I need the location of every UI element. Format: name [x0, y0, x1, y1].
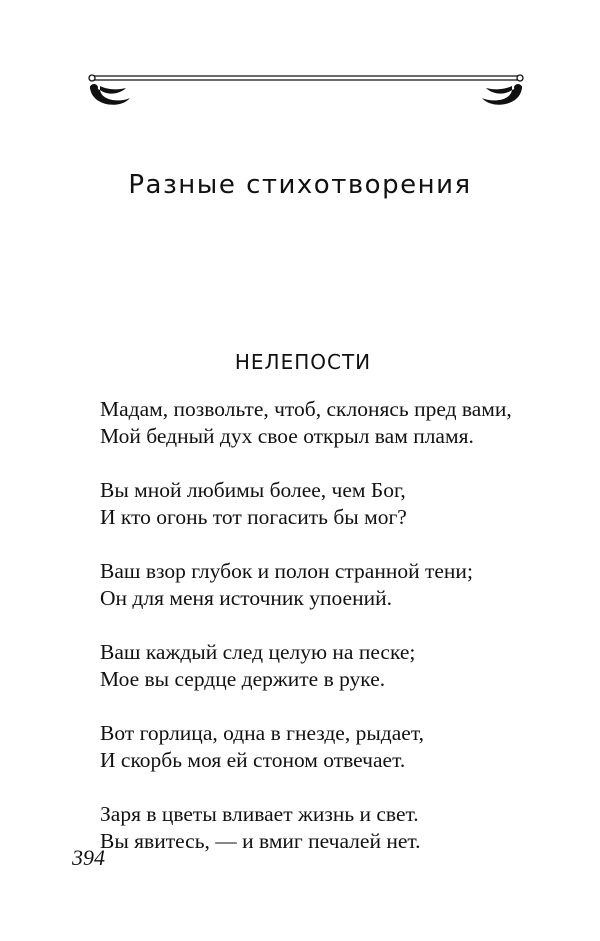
stanza [100, 801, 540, 855]
poem-line: Заря в цветы вливает жизнь и свет. [100, 802, 419, 826]
poem-title: НЕЛЕПОСТИ [234, 350, 372, 374]
stanza [100, 558, 540, 612]
poem-line: Мой бедный дух свое открыл вам пламя. [100, 424, 474, 448]
stanza [100, 639, 540, 693]
stanza [100, 477, 540, 531]
stanza [100, 720, 540, 774]
poem-line: Он для меня источник упоений. [100, 586, 392, 610]
page-number: 394 [72, 845, 105, 870]
poem-line: Вы мной любимы более, чем Бог, [100, 478, 406, 502]
stanza [100, 396, 540, 450]
poem-line: И скорбь моя ей стоном отвечает. [100, 748, 406, 772]
left-scroll-ornament [90, 84, 130, 105]
section-title: Разные стихотворения [128, 170, 472, 200]
poem-line: Мадам, позвольте, чтоб, склонясь пред вами, [100, 397, 512, 421]
poem-line: Ваш каждый след целую на песке; [100, 640, 416, 664]
poem-line: Ваш взор глубок и полон странной тени; [100, 559, 473, 583]
poem-line: Мое вы сердце держите в руке. [100, 667, 386, 691]
right-scroll-ornament [482, 84, 522, 105]
poem-body [100, 396, 540, 882]
poem-line: Вы явитесь, — и вмиг печалей нет. [100, 829, 421, 853]
poem-line: Вот горлица, одна в гнезде, рыдает, [100, 721, 424, 745]
poem-line: И кто огонь тот погасить бы мог? [100, 505, 407, 529]
header-ornament [86, 68, 526, 112]
